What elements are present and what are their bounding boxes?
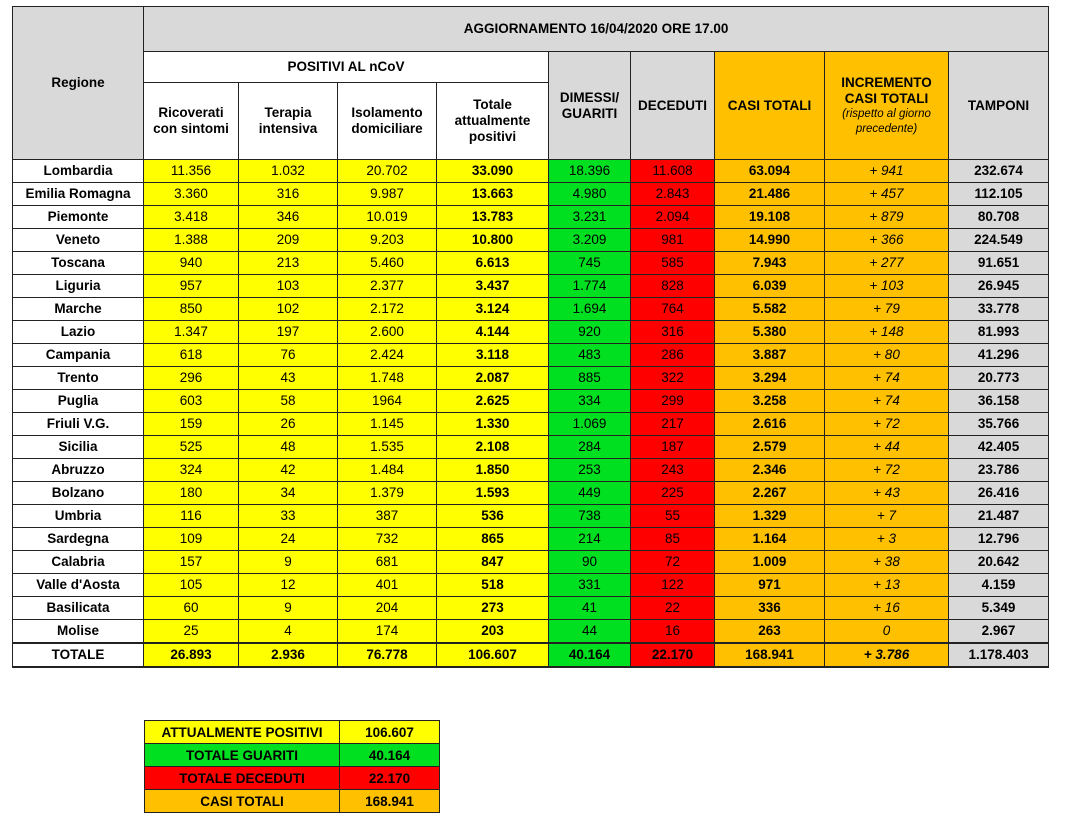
summary-row (145, 767, 440, 790)
cell-regione: Abruzzo (13, 459, 144, 482)
cell-terapia: 58 (239, 390, 338, 413)
cell-tamponi: 21.487 (949, 505, 1049, 528)
cell-deceduti: 22.170 (631, 643, 715, 667)
cell-regione: Valle d'Aosta (13, 574, 144, 597)
cell-casi: 2.267 (715, 482, 825, 505)
cell-regione: Molise (13, 620, 144, 644)
cell-regione: TOTALE (13, 643, 144, 667)
cell-totale: 536 (437, 505, 549, 528)
cell-isolamento: 401 (338, 574, 437, 597)
cell-incremento: + 13 (825, 574, 949, 597)
cell-terapia: 42 (239, 459, 338, 482)
cell-casi: 5.582 (715, 298, 825, 321)
cell-incremento: + 38 (825, 551, 949, 574)
cell-deceduti: 585 (631, 252, 715, 275)
cell-tamponi: 91.651 (949, 252, 1049, 275)
cell-casi: 1.164 (715, 528, 825, 551)
cell-terapia: 1.032 (239, 160, 338, 183)
header-dimessi (549, 52, 631, 160)
cell-isolamento: 2.600 (338, 321, 437, 344)
header-incremento-line2: CASI TOTALI (844, 90, 929, 106)
summary-row (145, 721, 440, 744)
cell-incremento: + 457 (825, 183, 949, 206)
cell-tamponi: 36.158 (949, 390, 1049, 413)
cell-terapia: 48 (239, 436, 338, 459)
cell-deceduti: 243 (631, 459, 715, 482)
cell-terapia: 4 (239, 620, 338, 644)
cell-deceduti: 22 (631, 597, 715, 620)
cell-isolamento: 1.145 (338, 413, 437, 436)
cell-tamponi: 4.159 (949, 574, 1049, 597)
cell-isolamento: 174 (338, 620, 437, 644)
header-terapia-line2: intensiva (258, 121, 318, 136)
cell-totale: 10.800 (437, 229, 549, 252)
cell-casi: 21.486 (715, 183, 825, 206)
cell-isolamento: 2.172 (338, 298, 437, 321)
cell-tamponi: 5.349 (949, 597, 1049, 620)
table-row (13, 160, 1049, 183)
header-dimessi-line2: GUARITI (561, 105, 618, 121)
cell-ricoverati: 105 (144, 574, 239, 597)
cell-deceduti: 981 (631, 229, 715, 252)
cell-dimessi: 41 (549, 597, 631, 620)
cell-tamponi: 23.786 (949, 459, 1049, 482)
header-incremento-note1: (rispetto al giorno (842, 107, 931, 120)
cell-totale: 13.783 (437, 206, 549, 229)
cell-casi: 3.887 (715, 344, 825, 367)
cell-isolamento: 2.377 (338, 275, 437, 298)
cell-incremento: + 3.786 (825, 643, 949, 667)
cell-deceduti: 299 (631, 390, 715, 413)
cell-regione: Liguria (13, 275, 144, 298)
cell-incremento: + 103 (825, 275, 949, 298)
header-tamponi: TAMPONI (949, 52, 1049, 160)
cell-terapia: 2.936 (239, 643, 338, 667)
cell-tamponi: 112.105 (949, 183, 1049, 206)
cell-ricoverati: 1.347 (144, 321, 239, 344)
cell-isolamento: 1.535 (338, 436, 437, 459)
cell-terapia: 12 (239, 574, 338, 597)
table-row (13, 620, 1049, 644)
cell-deceduti: 217 (631, 413, 715, 436)
cell-deceduti: 286 (631, 344, 715, 367)
table-row (13, 321, 1049, 344)
cell-casi: 263 (715, 620, 825, 644)
cell-regione: Sicilia (13, 436, 144, 459)
cell-terapia: 9 (239, 597, 338, 620)
cell-totale: 2.087 (437, 367, 549, 390)
cell-regione: Friuli V.G. (13, 413, 144, 436)
cell-deceduti: 764 (631, 298, 715, 321)
cell-incremento: + 74 (825, 390, 949, 413)
cell-ricoverati: 25 (144, 620, 239, 644)
cell-tamponi: 20.642 (949, 551, 1049, 574)
cell-tamponi: 42.405 (949, 436, 1049, 459)
cell-dimessi: 745 (549, 252, 631, 275)
cell-dimessi: 4.980 (549, 183, 631, 206)
cell-isolamento: 1.379 (338, 482, 437, 505)
cell-dimessi: 738 (549, 505, 631, 528)
header-isolamento-line2: domiciliare (351, 121, 423, 136)
header-positivi-group: POSITIVI AL nCoV (144, 52, 549, 83)
cell-casi: 336 (715, 597, 825, 620)
cell-deceduti: 2.094 (631, 206, 715, 229)
cell-deceduti: 187 (631, 436, 715, 459)
cell-tamponi: 224.549 (949, 229, 1049, 252)
cell-regione: Toscana (13, 252, 144, 275)
cell-ricoverati: 618 (144, 344, 239, 367)
cell-totale: 13.663 (437, 183, 549, 206)
cell-deceduti: 16 (631, 620, 715, 644)
summary-row (145, 744, 440, 767)
table-row (13, 252, 1049, 275)
table-row (13, 298, 1049, 321)
cell-terapia: 9 (239, 551, 338, 574)
cell-tamponi: 35.766 (949, 413, 1049, 436)
header-ricoverati-line2: con sintomi (153, 121, 229, 136)
cell-regione: Puglia (13, 390, 144, 413)
cell-regione: Lazio (13, 321, 144, 344)
header-terapia (239, 83, 338, 160)
cell-tamponi: 81.993 (949, 321, 1049, 344)
cell-terapia: 34 (239, 482, 338, 505)
cell-totale: 3.437 (437, 275, 549, 298)
header-totale-positivi (437, 83, 549, 160)
cell-regione: Lombardia (13, 160, 144, 183)
cell-incremento: + 72 (825, 413, 949, 436)
cell-isolamento: 204 (338, 597, 437, 620)
cell-casi: 3.294 (715, 367, 825, 390)
cell-terapia: 316 (239, 183, 338, 206)
cell-dimessi: 920 (549, 321, 631, 344)
cell-totale: 865 (437, 528, 549, 551)
cell-terapia: 24 (239, 528, 338, 551)
table-row (13, 183, 1049, 206)
cell-incremento: + 80 (825, 344, 949, 367)
cell-totale: 33.090 (437, 160, 549, 183)
cell-isolamento: 10.019 (338, 206, 437, 229)
cell-isolamento: 681 (338, 551, 437, 574)
cell-isolamento: 9.203 (338, 229, 437, 252)
cell-regione: Basilicata (13, 597, 144, 620)
cell-incremento: + 941 (825, 160, 949, 183)
cell-deceduti: 72 (631, 551, 715, 574)
cell-casi: 7.943 (715, 252, 825, 275)
table-row (13, 551, 1049, 574)
cell-deceduti: 828 (631, 275, 715, 298)
cell-deceduti: 2.843 (631, 183, 715, 206)
cell-dimessi: 18.396 (549, 160, 631, 183)
cell-totale: 3.124 (437, 298, 549, 321)
cell-ricoverati: 3.360 (144, 183, 239, 206)
cell-dimessi: 214 (549, 528, 631, 551)
summary-table (144, 720, 440, 813)
cell-totale: 2.108 (437, 436, 549, 459)
cell-deceduti: 122 (631, 574, 715, 597)
cell-totale: 273 (437, 597, 549, 620)
cell-incremento: + 366 (825, 229, 949, 252)
cell-regione: Emilia Romagna (13, 183, 144, 206)
cell-incremento: + 879 (825, 206, 949, 229)
cell-ricoverati: 26.893 (144, 643, 239, 667)
table-row (13, 344, 1049, 367)
cell-isolamento: 1.748 (338, 367, 437, 390)
cell-regione: Sardegna (13, 528, 144, 551)
covid-region-table (12, 6, 1049, 668)
cell-casi: 5.380 (715, 321, 825, 344)
cell-deceduti: 225 (631, 482, 715, 505)
cell-tamponi: 1.178.403 (949, 643, 1049, 667)
cell-incremento: + 16 (825, 597, 949, 620)
cell-regione: Umbria (13, 505, 144, 528)
cell-totale: 518 (437, 574, 549, 597)
cell-ricoverati: 3.418 (144, 206, 239, 229)
cell-casi: 1.329 (715, 505, 825, 528)
cell-ricoverati: 296 (144, 367, 239, 390)
cell-regione: Campania (13, 344, 144, 367)
header-totale-line2: attualmente (454, 113, 531, 128)
cell-ricoverati: 850 (144, 298, 239, 321)
cell-ricoverati: 159 (144, 413, 239, 436)
cell-casi: 2.346 (715, 459, 825, 482)
cell-deceduti: 55 (631, 505, 715, 528)
table-row (13, 275, 1049, 298)
cell-isolamento: 20.702 (338, 160, 437, 183)
header-casi-totali: CASI TOTALI (715, 52, 825, 160)
cell-ricoverati: 940 (144, 252, 239, 275)
cell-tamponi: 80.708 (949, 206, 1049, 229)
table-row (13, 482, 1049, 505)
cell-isolamento: 1964 (338, 390, 437, 413)
cell-dimessi: 1.069 (549, 413, 631, 436)
cell-totale: 2.625 (437, 390, 549, 413)
cell-ricoverati: 180 (144, 482, 239, 505)
summary-row (145, 790, 440, 813)
cell-totale: 1.850 (437, 459, 549, 482)
cell-ricoverati: 957 (144, 275, 239, 298)
header-dimessi-line1: DIMESSI/ (559, 89, 620, 105)
table-row (13, 436, 1049, 459)
header-isolamento (338, 83, 437, 160)
cell-incremento: + 43 (825, 482, 949, 505)
table-row (13, 229, 1049, 252)
summary-label: ATTUALMENTE POSITIVI (145, 721, 340, 744)
cell-terapia: 102 (239, 298, 338, 321)
table-row (13, 574, 1049, 597)
summary-value: 40.164 (340, 744, 440, 767)
cell-terapia: 103 (239, 275, 338, 298)
cell-casi: 3.258 (715, 390, 825, 413)
cell-dimessi: 449 (549, 482, 631, 505)
cell-regione: Trento (13, 367, 144, 390)
cell-dimessi: 331 (549, 574, 631, 597)
cell-incremento: + 79 (825, 298, 949, 321)
cell-ricoverati: 11.356 (144, 160, 239, 183)
table-row (13, 413, 1049, 436)
cell-regione: Marche (13, 298, 144, 321)
header-incremento (825, 52, 949, 160)
cell-dimessi: 3.209 (549, 229, 631, 252)
cell-incremento: + 277 (825, 252, 949, 275)
cell-isolamento: 732 (338, 528, 437, 551)
cell-isolamento: 5.460 (338, 252, 437, 275)
cell-casi: 971 (715, 574, 825, 597)
cell-ricoverati: 525 (144, 436, 239, 459)
table-row (13, 206, 1049, 229)
cell-totale: 1.330 (437, 413, 549, 436)
cell-deceduti: 322 (631, 367, 715, 390)
cell-tamponi: 41.296 (949, 344, 1049, 367)
cell-tamponi: 33.778 (949, 298, 1049, 321)
cell-incremento: + 74 (825, 367, 949, 390)
cell-ricoverati: 324 (144, 459, 239, 482)
cell-incremento: + 44 (825, 436, 949, 459)
cell-dimessi: 284 (549, 436, 631, 459)
cell-regione: Calabria (13, 551, 144, 574)
cell-incremento: 0 (825, 620, 949, 644)
header-incremento-line1: INCREMENTO (841, 74, 932, 90)
cell-totale: 106.607 (437, 643, 549, 667)
cell-regione: Piemonte (13, 206, 144, 229)
cell-tamponi: 26.416 (949, 482, 1049, 505)
cell-deceduti: 316 (631, 321, 715, 344)
cell-dimessi: 483 (549, 344, 631, 367)
cell-incremento: + 3 (825, 528, 949, 551)
cell-dimessi: 1.694 (549, 298, 631, 321)
cell-terapia: 209 (239, 229, 338, 252)
header-ricoverati (144, 83, 239, 160)
summary-value: 22.170 (340, 767, 440, 790)
table-row (13, 367, 1049, 390)
table-row (13, 459, 1049, 482)
summary-value: 168.941 (340, 790, 440, 813)
cell-deceduti: 85 (631, 528, 715, 551)
cell-tamponi: 232.674 (949, 160, 1049, 183)
cell-tamponi: 26.945 (949, 275, 1049, 298)
cell-ricoverati: 157 (144, 551, 239, 574)
cell-totale: 3.118 (437, 344, 549, 367)
cell-dimessi: 253 (549, 459, 631, 482)
header-incremento-note2: precedente) (855, 122, 918, 135)
cell-dimessi: 1.774 (549, 275, 631, 298)
table-row (13, 528, 1049, 551)
cell-casi: 2.616 (715, 413, 825, 436)
cell-ricoverati: 603 (144, 390, 239, 413)
cell-totale: 847 (437, 551, 549, 574)
cell-totale: 1.593 (437, 482, 549, 505)
cell-ricoverati: 60 (144, 597, 239, 620)
table-row (13, 597, 1049, 620)
cell-terapia: 197 (239, 321, 338, 344)
cell-regione: Bolzano (13, 482, 144, 505)
header-regione: Regione (13, 7, 144, 160)
summary-label: TOTALE DECEDUTI (145, 767, 340, 790)
cell-dimessi: 334 (549, 390, 631, 413)
cell-isolamento: 387 (338, 505, 437, 528)
cell-dimessi: 885 (549, 367, 631, 390)
cell-ricoverati: 116 (144, 505, 239, 528)
cell-terapia: 26 (239, 413, 338, 436)
cell-incremento: + 148 (825, 321, 949, 344)
cell-tamponi: 2.967 (949, 620, 1049, 644)
cell-casi: 2.579 (715, 436, 825, 459)
cell-totale: 4.144 (437, 321, 549, 344)
cell-dimessi: 40.164 (549, 643, 631, 667)
header-ricoverati-line1: Ricoverati (158, 105, 224, 120)
cell-isolamento: 76.778 (338, 643, 437, 667)
cell-casi: 6.039 (715, 275, 825, 298)
cell-casi: 1.009 (715, 551, 825, 574)
cell-isolamento: 2.424 (338, 344, 437, 367)
cell-dimessi: 3.231 (549, 206, 631, 229)
cell-dimessi: 44 (549, 620, 631, 644)
cell-ricoverati: 1.388 (144, 229, 239, 252)
cell-terapia: 43 (239, 367, 338, 390)
summary-label: CASI TOTALI (145, 790, 340, 813)
cell-totale: 6.613 (437, 252, 549, 275)
cell-dimessi: 90 (549, 551, 631, 574)
cell-casi: 63.094 (715, 160, 825, 183)
summary-value: 106.607 (340, 721, 440, 744)
header-isolamento-line1: Isolamento (351, 105, 423, 120)
header-totale-line1: Totale (473, 97, 512, 112)
cell-terapia: 76 (239, 344, 338, 367)
cell-terapia: 213 (239, 252, 338, 275)
cell-terapia: 33 (239, 505, 338, 528)
cell-incremento: + 72 (825, 459, 949, 482)
cell-regione: Veneto (13, 229, 144, 252)
cell-casi: 14.990 (715, 229, 825, 252)
cell-tamponi: 12.796 (949, 528, 1049, 551)
cell-terapia: 346 (239, 206, 338, 229)
cell-deceduti: 11.608 (631, 160, 715, 183)
cell-casi: 19.108 (715, 206, 825, 229)
header-deceduti: DECEDUTI (631, 52, 715, 160)
cell-totale: 203 (437, 620, 549, 644)
summary-label: TOTALE GUARITI (145, 744, 340, 767)
cell-ricoverati: 109 (144, 528, 239, 551)
table-title: AGGIORNAMENTO 16/04/2020 ORE 17.00 (144, 7, 1049, 52)
cell-isolamento: 1.484 (338, 459, 437, 482)
header-terapia-line1: Terapia (264, 105, 312, 120)
cell-casi: 168.941 (715, 643, 825, 667)
table-row (13, 390, 1049, 413)
table-row (13, 505, 1049, 528)
totals-row (13, 643, 1049, 667)
cell-incremento: + 7 (825, 505, 949, 528)
table-body (13, 160, 1049, 668)
cell-tamponi: 20.773 (949, 367, 1049, 390)
header-totale-line3: positivi (468, 129, 517, 144)
cell-isolamento: 9.987 (338, 183, 437, 206)
